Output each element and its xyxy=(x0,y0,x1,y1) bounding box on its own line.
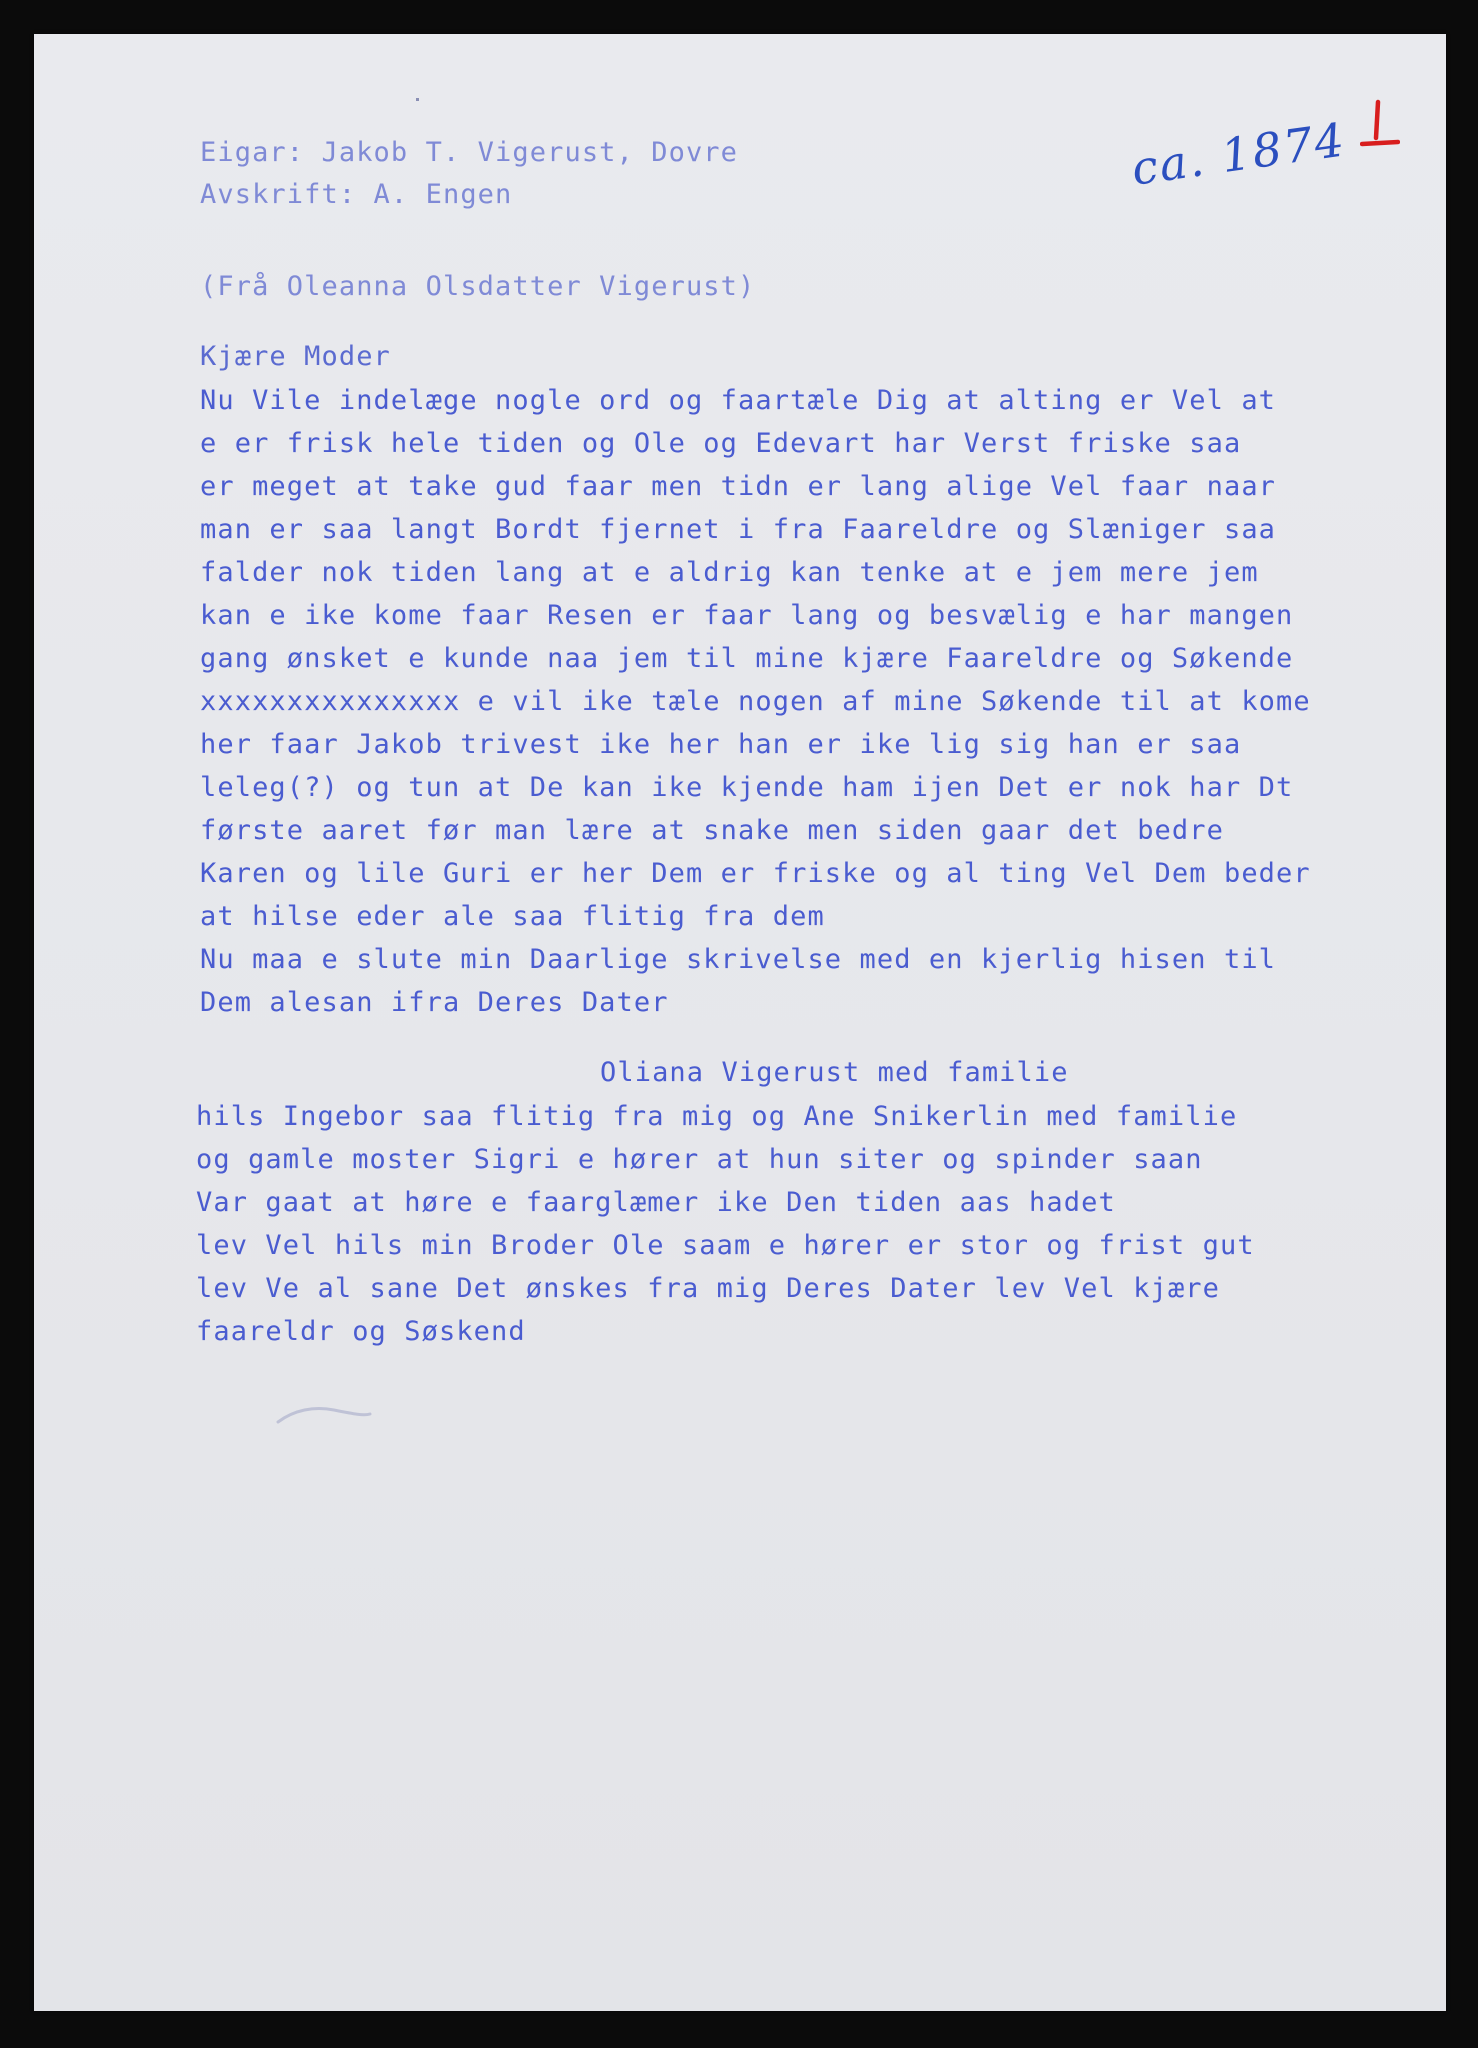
letter-line: er meget at take gud faar men tidn er lang alige Vel faar naar xyxy=(200,471,1277,502)
postscript-line: lev Vel hils min Broder Ole saam e hører er stor og frist gut xyxy=(196,1230,1255,1261)
postscript-line: og gamle moster Sigri e hører at hun siter og spinder saan xyxy=(196,1144,1203,1175)
letter-line: Karen og lile Guri er her Dem er friske og al ting Vel Dem beder xyxy=(200,858,1311,889)
transcription-line: Avskrift: A. Engen xyxy=(200,179,513,210)
source-note: (Frå Oleanna Olsdatter Vigerust) xyxy=(200,271,756,302)
letter-line: første aaret før man lære at snake men siden gaar det bedre xyxy=(200,815,1224,846)
letter-line: kan e ike kome faar Resen er faar lang og besvælig e har mangen xyxy=(200,600,1294,631)
handwritten-page-number xyxy=(1360,98,1400,154)
letter-line: her faar Jakob trivest ike her han er ike lig sig han er saa xyxy=(200,729,1242,760)
salutation: Kjære Moder xyxy=(200,341,391,372)
punch-mark xyxy=(416,98,419,101)
letter-line: xxxxxxxxxxxxxxx e vil ike tæle nogen af mine Søkende til at kome xyxy=(200,686,1311,717)
handwritten-date: ca. 1874 xyxy=(1128,112,1350,196)
letter-line: falder nok tiden lang at e aldrig kan tenke at e jem mere jem xyxy=(200,557,1259,588)
owner-line: Eigar: Jakob T. Vigerust, Dovre xyxy=(200,137,739,168)
letter-line: gang ønsket e kunde naa jem til mine kjære Faareldre og Søkende xyxy=(200,643,1294,674)
postscript-line: lev Ve al sane Det ønskes fra mig Deres Dater lev Vel kjære xyxy=(196,1273,1220,1304)
letter-line: Dem alesan ifra Deres Dater xyxy=(200,987,669,1018)
postscript-line: faareldr og Søskend xyxy=(196,1316,526,1347)
letter-line: at hilse eder ale saa flitig fra dem xyxy=(200,901,825,932)
letter-line: Nu Vile indelæge nogle ord og faartæle Dig at alting er Vel at xyxy=(200,385,1277,416)
postscript-line: Var gaat at høre e faarglæmer ike Den tiden aas hadet xyxy=(196,1187,1116,1218)
signature: Oliana Vigerust med familie xyxy=(600,1057,1069,1088)
letter-line: man er saa langt Bordt fjernet i fra Faareldre og Slæniger saa xyxy=(200,514,1277,545)
letter-line: leleg(?) og tun at De kan ike kjende ham ijen Det er nok har Dt xyxy=(200,772,1294,803)
document-page xyxy=(34,34,1446,2011)
letter-line: e er frisk hele tiden og Ole og Edevart har Verst friske saa xyxy=(200,428,1242,459)
letter-line: Nu maa e slute min Daarlige skrivelse med en kjerlig hisen til xyxy=(200,944,1277,975)
ink-smudge xyxy=(274,1392,374,1432)
postscript-line: hils Ingebor saa flitig fra mig og Ane Snikerlin med familie xyxy=(196,1101,1238,1132)
